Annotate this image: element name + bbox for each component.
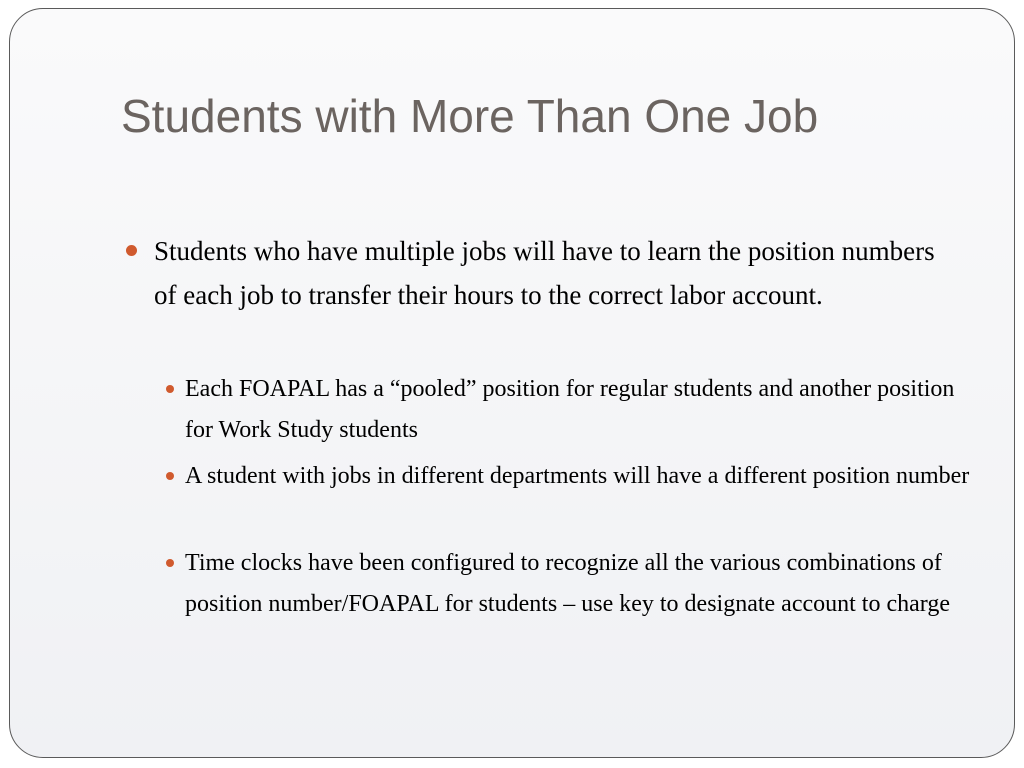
sub-bullet-item: [185, 543, 975, 625]
sub-bullet-text: Time clocks have been configured to recognize all the various combinations of position number/FOAPAL for students – use key to designate account to charge: [185, 550, 950, 617]
bullet-dot-icon: [166, 559, 174, 567]
sub-bullet-item: [185, 456, 975, 497]
bullet-dot-icon: [126, 245, 137, 256]
sub-bullet-item: [185, 369, 975, 451]
slide: [9, 8, 1015, 758]
bullet-dot-icon: [166, 385, 174, 393]
bullet-text: Students who have multiple jobs will have to learn the position numbers of each job to transfer their hours to the correct labor account.: [154, 236, 935, 310]
bullet-dot-icon: [166, 472, 174, 480]
sub-bullet-text: A student with jobs in different departments will have a different position number: [185, 463, 970, 489]
bullet-item: [154, 229, 954, 317]
sub-bullet-text: Each FOAPAL has a “pooled” position for regular students and another position for Work Study students: [185, 376, 955, 443]
slide-title: Students with More Than One Job: [121, 90, 819, 142]
